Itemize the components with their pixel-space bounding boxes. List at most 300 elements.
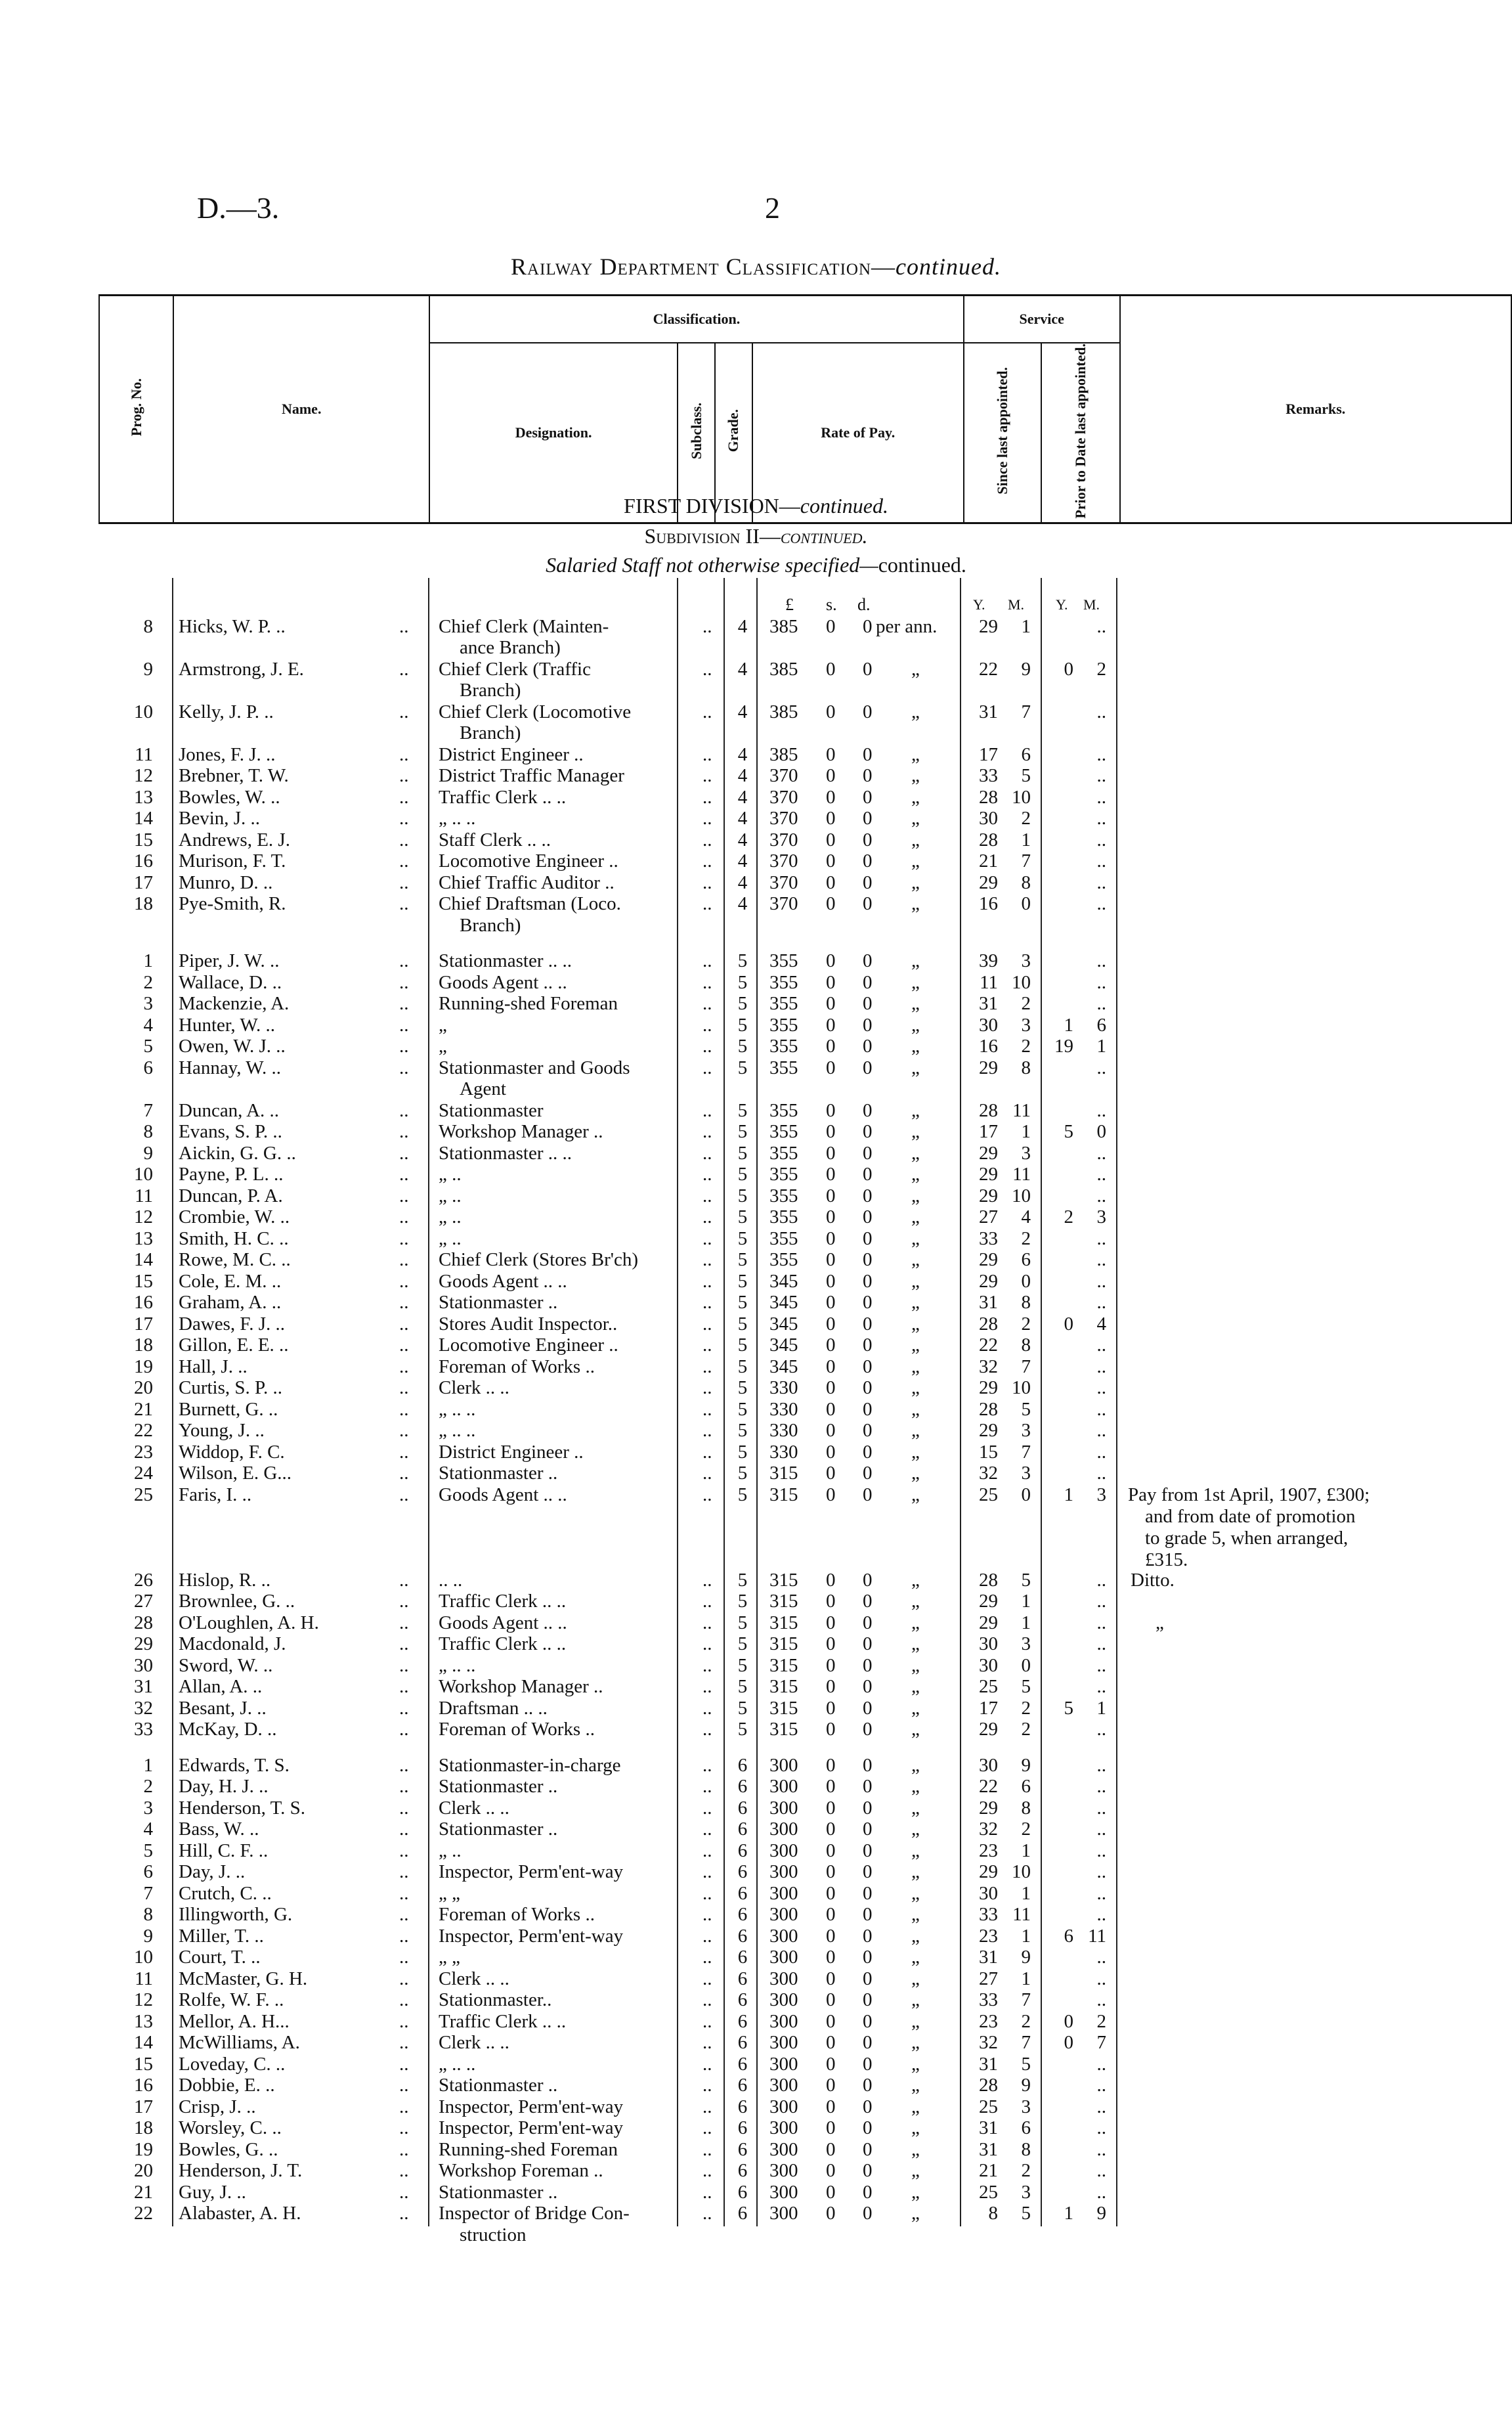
service-years: 16 xyxy=(979,893,998,914)
service-years: 28 xyxy=(979,2075,998,2096)
rate-shillings: 0 xyxy=(826,701,836,722)
rate-pounds: 300 xyxy=(769,1968,798,1989)
designation: „ .. xyxy=(439,1164,462,1185)
staff-name: Edwards, T. S. xyxy=(179,1754,290,1776)
designation: „ „ xyxy=(439,1947,460,1968)
rate-shillings: 0 xyxy=(826,1819,836,1840)
staff-heading: Salaried Staff not otherwise specified—continued. xyxy=(546,553,966,577)
rate-pounds: 300 xyxy=(769,1776,798,1797)
prog-number: 11 xyxy=(135,743,153,765)
designation: Inspector, Perm'ent-way xyxy=(439,1861,624,1882)
ditto-mark: „ xyxy=(911,1335,920,1356)
rate-pence: 0 xyxy=(863,1776,873,1797)
table-row xyxy=(0,2117,1512,2139)
rate-pence: 0 xyxy=(863,1840,873,1861)
table-row xyxy=(0,1377,1512,1399)
rate-shillings: 0 xyxy=(826,971,836,993)
leader-dots: .. xyxy=(399,1441,409,1463)
rate-pence: 0 xyxy=(863,1270,873,1292)
rate-shillings: 0 xyxy=(826,2075,836,2096)
prog-number: 1 xyxy=(143,1754,153,1776)
rate-pence: 0 xyxy=(863,1227,873,1249)
service-months: 5 xyxy=(1021,1398,1031,1420)
prog-number: 8 xyxy=(143,615,153,637)
rate-shillings: 0 xyxy=(826,1612,836,1633)
designation: „ .. xyxy=(439,1840,462,1861)
staff-name: Munro, D. .. xyxy=(179,872,273,893)
prog-number: 26 xyxy=(134,1569,153,1591)
rate-pounds: 300 xyxy=(769,2075,798,2096)
grade: 5 xyxy=(737,1121,748,1142)
leader-dots: .. xyxy=(399,2138,409,2160)
prior-months: .. xyxy=(1096,1164,1106,1185)
leader-dots: .. xyxy=(399,1335,409,1356)
leader-dots: .. xyxy=(702,1591,712,1612)
rate-pounds: 370 xyxy=(769,786,798,808)
prior-months: .. xyxy=(1096,893,1106,914)
ditto-mark: „ xyxy=(911,1057,920,1078)
rate-shillings: 0 xyxy=(826,1676,836,1697)
table-row xyxy=(0,2182,1512,2203)
designation: Workshop Foreman .. xyxy=(439,2160,603,2181)
table-row xyxy=(0,1121,1512,1143)
rate-pence: 0 xyxy=(863,1754,873,1776)
staff-name: Guy, J. .. xyxy=(179,2181,246,2203)
prog-number: 6 xyxy=(143,1861,153,1882)
service-months: 9 xyxy=(1021,1754,1031,1776)
rate-pounds: 315 xyxy=(769,1591,798,1612)
table-row xyxy=(0,659,1512,680)
rate-pounds: 300 xyxy=(769,1861,798,1882)
prior-months: .. xyxy=(1096,2053,1106,2075)
service-years: 21 xyxy=(979,850,998,872)
designation: Foreman of Works .. xyxy=(439,1904,595,1925)
grade: 4 xyxy=(737,658,748,680)
rate-pounds: 370 xyxy=(769,850,798,872)
rate-pounds: 315 xyxy=(769,1719,798,1740)
designation: Inspector of Bridge Con- xyxy=(439,2203,630,2224)
per-annum: per ann. xyxy=(876,615,938,637)
service-months: 3 xyxy=(1021,950,1031,971)
prog-number: 10 xyxy=(134,701,153,722)
prior-months: .. xyxy=(1096,1335,1106,1356)
prog-number: 15 xyxy=(134,2053,153,2075)
rate-shillings: 0 xyxy=(826,2096,836,2117)
leader-dots: .. xyxy=(399,1697,409,1719)
leader-dots: .. xyxy=(399,1420,409,1441)
header-subclass: Subclass. xyxy=(678,343,715,523)
table-row-continuation xyxy=(0,1078,1512,1100)
grade: 6 xyxy=(737,1968,748,1989)
leader-dots: .. xyxy=(702,1356,712,1377)
leader-dots: .. xyxy=(702,1797,712,1819)
rate-pence: 0 xyxy=(863,1356,873,1377)
rate-pounds: 300 xyxy=(769,1819,798,1840)
prog-number: 9 xyxy=(143,1925,153,1947)
table-row xyxy=(0,850,1512,872)
table-row xyxy=(0,1228,1512,1250)
prior-months: .. xyxy=(1096,1441,1106,1463)
ditto-mark: „ xyxy=(911,1484,920,1505)
rate-pence: 0 xyxy=(863,1057,873,1078)
rate-shillings: 0 xyxy=(826,1292,836,1313)
rate-pence: 0 xyxy=(863,2096,873,2117)
prog-number: 30 xyxy=(134,1654,153,1676)
ditto-mark: „ xyxy=(911,1840,920,1861)
designation: „ xyxy=(439,1036,447,1057)
rate-shillings: 0 xyxy=(826,1797,836,1819)
rate-pence: 0 xyxy=(863,1697,873,1719)
rate-shillings: 0 xyxy=(826,1861,836,1882)
prior-months: .. xyxy=(1096,1819,1106,1840)
prog-number: 16 xyxy=(134,850,153,872)
service-months: 2 xyxy=(1021,2160,1031,2181)
table-row xyxy=(0,1206,1512,1228)
grade: 4 xyxy=(737,701,748,722)
table-row xyxy=(0,1442,1512,1463)
grade: 5 xyxy=(737,1142,748,1164)
designation: Goods Agent .. .. xyxy=(439,1612,567,1633)
designation: Goods Agent .. .. xyxy=(439,1484,567,1505)
leader-dots: .. xyxy=(399,1227,409,1249)
ditto-mark: „ xyxy=(911,1819,920,1840)
service-months: 2 xyxy=(1021,2010,1031,2032)
service-years: 32 xyxy=(979,1819,998,1840)
prog-number: 12 xyxy=(134,1989,153,2010)
rate-shillings: 0 xyxy=(826,1270,836,1292)
staff-name: Illingworth, G. xyxy=(179,1904,293,1925)
table-row xyxy=(0,1947,1512,1968)
service-months: 1 xyxy=(1021,829,1031,850)
prog-number: 25 xyxy=(134,1484,153,1505)
ditto-mark: „ xyxy=(911,1776,920,1797)
prog-number: 7 xyxy=(143,1099,153,1121)
designation: Foreman of Works .. xyxy=(439,1719,595,1740)
remark-text: „ xyxy=(1156,1612,1164,1633)
prior-months: 1 xyxy=(1096,1036,1106,1057)
staff-name: Faris, I. .. xyxy=(179,1484,252,1505)
ditto-mark: „ xyxy=(911,1377,920,1398)
leader-dots: .. xyxy=(702,971,712,993)
prior-months: .. xyxy=(1096,850,1106,872)
designation: Workshop Manager .. xyxy=(439,1121,603,1142)
table-row-continuation xyxy=(0,2224,1512,2246)
prior-months: .. xyxy=(1096,829,1106,850)
table-row xyxy=(0,1143,1512,1164)
rate-shillings: 0 xyxy=(826,1014,836,1036)
prior-months: .. xyxy=(1096,2117,1106,2138)
staff-name: Evans, S. P. .. xyxy=(179,1121,282,1142)
table-row xyxy=(0,993,1512,1015)
staff-name: Day, H. J. .. xyxy=(179,1776,269,1797)
leader-dots: .. xyxy=(702,1441,712,1463)
table-row xyxy=(0,1989,1512,2011)
table-row xyxy=(0,2139,1512,2161)
table-row-continuation xyxy=(0,915,1512,937)
leader-dots: .. xyxy=(399,1164,409,1185)
service-years: 22 xyxy=(979,1776,998,1797)
designation: „ xyxy=(439,1014,447,1036)
service-years: 29 xyxy=(979,872,998,893)
prog-number: 18 xyxy=(134,893,153,914)
table-row xyxy=(0,1655,1512,1677)
rate-shillings: 0 xyxy=(826,1164,836,1185)
service-years: 31 xyxy=(979,2117,998,2138)
staff-name: Gillon, E. E. .. xyxy=(179,1335,289,1356)
header-grade: Grade. xyxy=(715,343,752,523)
rate-shillings: 0 xyxy=(826,2203,836,2224)
prior-years: 0 xyxy=(1064,658,1073,680)
table-row xyxy=(0,1335,1512,1356)
leader-dots: .. xyxy=(702,1925,712,1947)
grade: 5 xyxy=(737,1484,748,1505)
remark-text: Ditto. xyxy=(1131,1569,1175,1591)
ditto-mark: „ xyxy=(911,1099,920,1121)
prog-number: 27 xyxy=(134,1591,153,1612)
designation: Staff Clerk .. .. xyxy=(439,829,551,850)
grade: 6 xyxy=(737,2096,748,2117)
ditto-mark: „ xyxy=(911,971,920,993)
prior-months: .. xyxy=(1096,1989,1106,2010)
grade: 5 xyxy=(737,971,748,993)
leader-dots: .. xyxy=(702,2032,712,2053)
leader-dots: .. xyxy=(399,1249,409,1270)
designation: Chief Draftsman (Loco. xyxy=(439,893,621,914)
service-years: 29 xyxy=(979,615,998,637)
grade: 6 xyxy=(737,2181,748,2203)
prior-years: 6 xyxy=(1064,1925,1073,1947)
service-years: 30 xyxy=(979,1882,998,1904)
leader-dots: .. xyxy=(702,893,712,914)
ditto-mark: „ xyxy=(911,1569,920,1591)
prior-months: 1 xyxy=(1096,1697,1106,1719)
table-row xyxy=(0,1968,1512,1990)
rate-shillings: 0 xyxy=(826,1633,836,1654)
leader-dots: .. xyxy=(399,1776,409,1797)
table-row xyxy=(0,1591,1512,1612)
rate-pence: 0 xyxy=(863,658,873,680)
leader-dots: .. xyxy=(702,765,712,786)
rate-shillings: 0 xyxy=(826,1754,836,1776)
table-row xyxy=(0,1036,1512,1057)
prior-months: .. xyxy=(1096,1227,1106,1249)
ditto-mark: „ xyxy=(911,1989,920,2010)
rate-shillings: 0 xyxy=(826,1057,836,1078)
leader-dots: .. xyxy=(702,1697,712,1719)
prog-number: 17 xyxy=(134,2096,153,2117)
rate-pence: 0 xyxy=(863,1292,873,1313)
prior-months: .. xyxy=(1096,2075,1106,2096)
service-months: 7 xyxy=(1021,2032,1031,2053)
prog-number: 5 xyxy=(143,1036,153,1057)
ditto-mark: „ xyxy=(911,2096,920,2117)
grade: 6 xyxy=(737,2075,748,2096)
staff-name: Mellor, A. H... xyxy=(179,2010,290,2032)
service-years: 29 xyxy=(979,1612,998,1633)
leader-dots: .. xyxy=(399,1036,409,1057)
service-years: 30 xyxy=(979,808,998,829)
rate-pence: 0 xyxy=(863,2160,873,2181)
rate-pounds: 300 xyxy=(769,2181,798,2203)
staff-name: Macdonald, J. xyxy=(179,1633,286,1654)
rate-pence: 0 xyxy=(863,2117,873,2138)
rate-pounds: 300 xyxy=(769,2010,798,2032)
title-suffix: continued. xyxy=(896,254,1001,280)
rate-pence: 0 xyxy=(863,808,873,829)
staff-name: Armstrong, J. E. xyxy=(179,658,304,680)
rate-pounds: 355 xyxy=(769,1036,798,1057)
grade: 5 xyxy=(737,1270,748,1292)
leader-dots: .. xyxy=(399,1612,409,1633)
leader-dots: .. xyxy=(399,1206,409,1227)
header-designation: Designation. xyxy=(429,343,678,523)
prior-months: .. xyxy=(1096,1676,1106,1697)
prior-months: .. xyxy=(1096,1840,1106,1861)
ditto-mark: „ xyxy=(911,765,920,786)
rate-pence: 0 xyxy=(863,1185,873,1206)
staff-name: Crutch, C. .. xyxy=(179,1882,272,1904)
grade: 5 xyxy=(737,1185,748,1206)
service-years: 17 xyxy=(979,743,998,765)
staff-name: Duncan, P. A. xyxy=(179,1185,283,1206)
leader-dots: .. xyxy=(399,1882,409,1904)
rate-shillings: 0 xyxy=(826,1099,836,1121)
service-months: 1 xyxy=(1021,1840,1031,1861)
staff-name: Curtis, S. P. .. xyxy=(179,1377,282,1398)
designation: Stationmaster .. xyxy=(439,2075,558,2096)
rate-pounds: 300 xyxy=(769,1797,798,1819)
ditto-mark: „ xyxy=(911,1185,920,1206)
designation-continued: struction xyxy=(460,2224,527,2245)
designation: Stationmaster .. .. xyxy=(439,1142,572,1164)
rate-pounds: 300 xyxy=(769,2117,798,2138)
prog-number: 12 xyxy=(134,765,153,786)
leader-dots: .. xyxy=(399,808,409,829)
remark-line: and from date of promotion xyxy=(1145,1505,1356,1527)
rate-shillings: 0 xyxy=(826,615,836,637)
rate-pence: 0 xyxy=(863,1249,873,1270)
rate-shillings: 0 xyxy=(826,1398,836,1420)
leader-dots: .. xyxy=(702,1335,712,1356)
grade: 4 xyxy=(737,808,748,829)
rate-shillings: 0 xyxy=(826,1925,836,1947)
rate-pounds: 315 xyxy=(769,1697,798,1719)
ditto-mark: „ xyxy=(911,1904,920,1925)
service-years: 29 xyxy=(979,1591,998,1612)
leader-dots: .. xyxy=(702,829,712,850)
title-main: Railway Department Classification— xyxy=(511,254,896,280)
rate-pounds: 300 xyxy=(769,2032,798,2053)
table-row xyxy=(0,1015,1512,1036)
designation: Stationmaster .. .. xyxy=(439,950,572,971)
rate-pounds: 345 xyxy=(769,1270,798,1292)
service-months: 8 xyxy=(1021,1797,1031,1819)
ditto-mark: „ xyxy=(911,1591,920,1612)
service-months: 1 xyxy=(1021,1612,1031,1633)
staff-name: Hunter, W. .. xyxy=(179,1014,276,1036)
grade: 5 xyxy=(737,1676,748,1697)
staff-name: Hicks, W. P. .. xyxy=(179,615,286,637)
prior-years: 0 xyxy=(1064,2010,1073,2032)
leader-dots: .. xyxy=(702,1719,712,1740)
rate-shillings: 0 xyxy=(826,658,836,680)
leader-dots: .. xyxy=(399,2203,409,2224)
table-row xyxy=(0,829,1512,851)
prior-months: 6 xyxy=(1096,1014,1106,1036)
rate-pounds: 315 xyxy=(769,1569,798,1591)
prog-number: 15 xyxy=(134,829,153,850)
page-header-left: D.—3. xyxy=(197,191,280,225)
ditto-mark: „ xyxy=(911,1463,920,1484)
designation: Traffic Clerk .. .. xyxy=(439,1591,567,1612)
staff-name: Brebner, T. W. xyxy=(179,765,289,786)
rate-pounds: 370 xyxy=(769,893,798,914)
service-years: 29 xyxy=(979,1164,998,1185)
staff-name: Crombie, W. .. xyxy=(179,1206,290,1227)
rate-shillings: 0 xyxy=(826,893,836,914)
service-years: 27 xyxy=(979,1968,998,1989)
prog-number: 8 xyxy=(143,1121,153,1142)
leader-dots: .. xyxy=(399,2032,409,2053)
service-months: 3 xyxy=(1021,2096,1031,2117)
staff-name: Aickin, G. G. .. xyxy=(179,1142,296,1164)
ditto-mark: „ xyxy=(911,1249,920,1270)
rate-pence: 0 xyxy=(863,1313,873,1335)
table-row xyxy=(0,1719,1512,1740)
rate-shillings: 0 xyxy=(826,808,836,829)
prior-months: 3 xyxy=(1096,1484,1106,1505)
leader-dots: .. xyxy=(702,808,712,829)
prog-number: 7 xyxy=(143,1882,153,1904)
rate-shillings: 0 xyxy=(826,1463,836,1484)
leader-dots: .. xyxy=(702,786,712,808)
table-row xyxy=(0,1861,1512,1883)
table-row xyxy=(0,893,1512,915)
rate-pence: 0 xyxy=(863,1463,873,1484)
rate-pence: 0 xyxy=(863,1947,873,1968)
ditto-mark: „ xyxy=(911,1036,920,1057)
rate-pence: 0 xyxy=(863,1206,873,1227)
rate-pence: 0 xyxy=(863,993,873,1014)
staff-table-body xyxy=(0,594,1512,2245)
leader-dots: .. xyxy=(399,2075,409,2096)
prog-number: 2 xyxy=(143,1776,153,1797)
rate-shillings: 0 xyxy=(826,2010,836,2032)
rate-pounds: 300 xyxy=(769,1840,798,1861)
grade: 6 xyxy=(737,2032,748,2053)
grade: 6 xyxy=(737,1882,748,1904)
grade: 5 xyxy=(737,1313,748,1335)
service-years: 29 xyxy=(979,1142,998,1164)
prior-months: .. xyxy=(1096,1754,1106,1776)
service-months: 5 xyxy=(1021,1676,1031,1697)
table-row xyxy=(0,2203,1512,2224)
designation: District Traffic Manager xyxy=(439,765,624,786)
table-row xyxy=(0,2011,1512,2033)
prior-months: .. xyxy=(1096,1776,1106,1797)
staff-name: McMaster, G. H. xyxy=(179,1968,308,1989)
service-months: 3 xyxy=(1021,1014,1031,1036)
service-months: 2 xyxy=(1021,1719,1031,1740)
service-years: 31 xyxy=(979,1292,998,1313)
leader-dots: .. xyxy=(702,1142,712,1164)
designation: Traffic Clerk .. .. xyxy=(439,2010,567,2032)
prior-months: .. xyxy=(1096,743,1106,765)
service-months: 6 xyxy=(1021,1776,1031,1797)
table-row xyxy=(0,744,1512,766)
prior-years: 19 xyxy=(1054,1036,1073,1057)
table-row xyxy=(0,1612,1512,1634)
